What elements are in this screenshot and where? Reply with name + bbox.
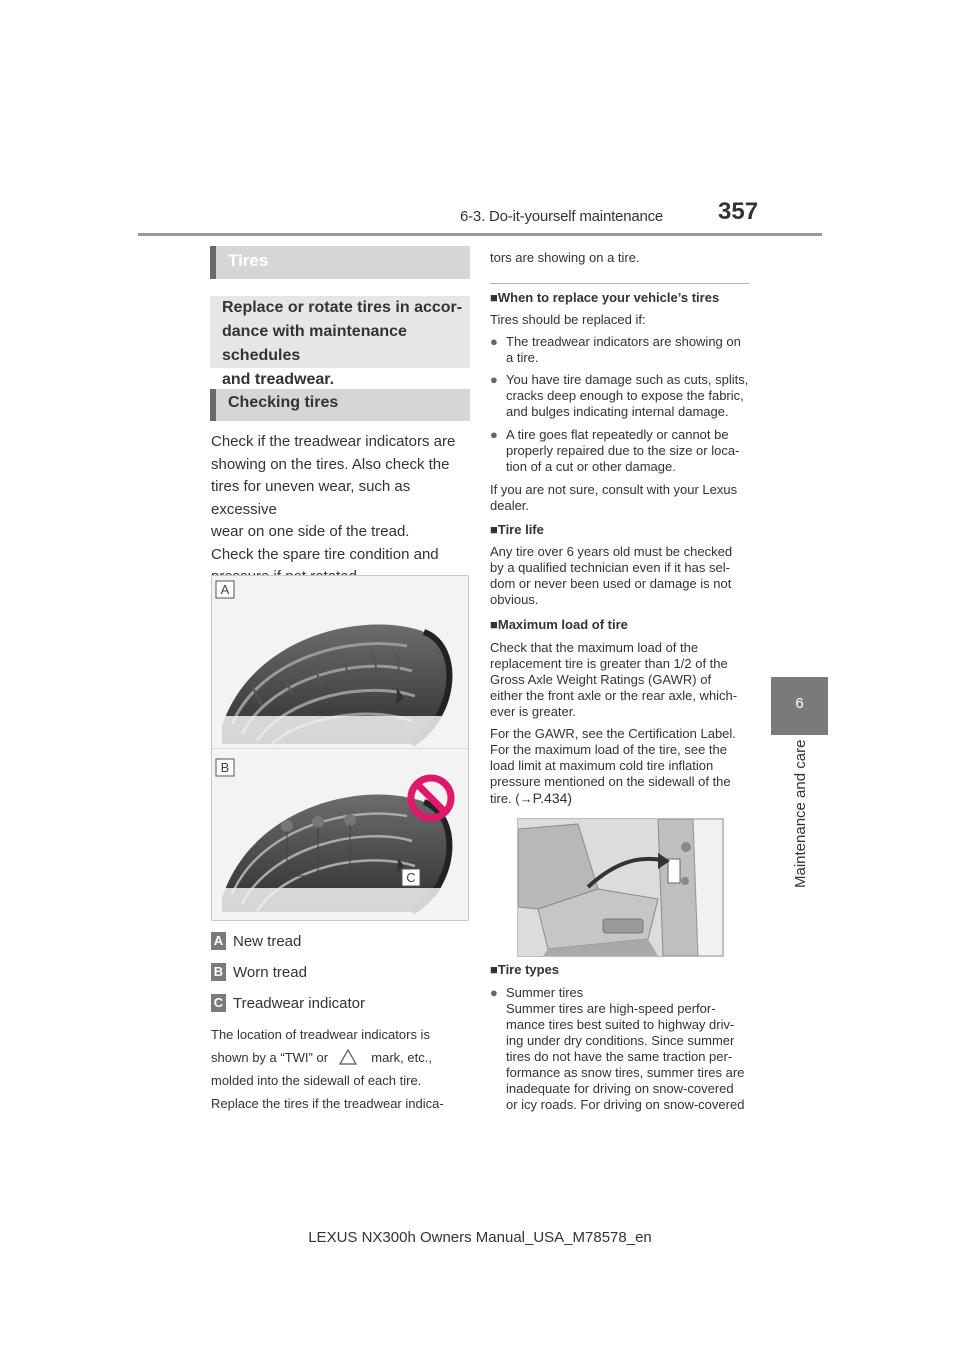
arrow-right-icon: → bbox=[519, 791, 533, 806]
intro-box bbox=[210, 296, 470, 388]
treadwear-location-note bbox=[211, 1023, 471, 1115]
page-number: 357 bbox=[718, 198, 759, 225]
intro-text: Replace or rotate tires in accor- dance with maintenance schedules and treadwear. bbox=[222, 299, 463, 388]
divider bbox=[490, 283, 749, 284]
note-line: molded into the sidewall of each tire. bbox=[211, 1073, 422, 1088]
bullet-item: ● bbox=[490, 427, 498, 442]
label-c: C bbox=[406, 870, 416, 885]
new-tread-tire bbox=[212, 625, 468, 748]
legend-worn-tread: Worn tread bbox=[233, 964, 307, 981]
label-a: A bbox=[220, 582, 230, 597]
chapter-title-vertical bbox=[792, 739, 818, 890]
max-load-body: Check that the maximum load of the replacement tire is greater than 1/2 of the Gross Axle Weight Ratings (GAWR) of either the front axle or the rear axle, which- ever is greater. bbox=[490, 640, 738, 719]
chapter-title: Maintenance and care bbox=[792, 739, 809, 888]
legend-new-tread: New tread bbox=[233, 933, 302, 950]
worn-tread-tire bbox=[212, 795, 468, 920]
replace-intro: Tires should be replaced if: bbox=[490, 312, 646, 327]
legend-letter-b: B bbox=[211, 963, 226, 981]
triangle-mark-icon bbox=[338, 1048, 358, 1066]
max-load-heading: ■Maximum load of tire bbox=[490, 617, 628, 632]
bullet-text: You have tire damage such as cuts, splits, cracks deep enough to expose the fabric, and bulges indicating internal damage. bbox=[506, 372, 749, 419]
gawr-body: For the GAWR, see the Certification Label. For the maximum load of the tire, see the load limit at maximum cold tire inflation pressure mentioned on the sidewall of the tire. (→P.434) bbox=[490, 726, 736, 806]
tire-life-heading: ■Tire life bbox=[490, 522, 544, 537]
treadwear-figure bbox=[211, 575, 469, 921]
bullet-item: ● bbox=[490, 372, 498, 387]
legend-letter-c: C bbox=[211, 994, 226, 1012]
page-reference[interactable]: P.434) bbox=[532, 790, 573, 806]
replace-heading: ■When to replace your vehicle’s tires bbox=[490, 290, 720, 305]
checking-tires-heading-text: Checking tires bbox=[228, 394, 339, 411]
tires-heading bbox=[210, 246, 470, 279]
summer-tires-title: Summer tires bbox=[506, 985, 584, 1000]
legend-letter-a: A bbox=[211, 932, 226, 950]
bullet-item: ● bbox=[490, 985, 498, 1000]
checking-tires-heading bbox=[210, 389, 470, 421]
note-line: The location of treadwear indicators is bbox=[211, 1027, 430, 1042]
bullet-item: ● bbox=[490, 334, 498, 349]
manual-footer: LEXUS NX300h Owners Manual_USA_M78578_en bbox=[308, 1229, 652, 1246]
tire-life-body: Any tire over 6 years old must be checked by a qualified technician even if it has sel- dom or never been used or damage is not obvious. bbox=[490, 544, 733, 607]
replace-note: If you are not sure, consult with your Lexus dealer. bbox=[490, 482, 738, 513]
continuation-text: tors are showing on a tire. bbox=[490, 250, 640, 265]
checking-tires-body: Check if the treadwear indicators are showing on the tires. Also check the tires for uneven wear, such as excessive wear on one side of the tread. Check the spare tire condition and bbox=[211, 433, 456, 563]
label-b: B bbox=[220, 760, 230, 775]
note-line: Replace the tires if the treadwear indica- bbox=[211, 1096, 444, 1111]
tire-types-heading: ■Tire types bbox=[490, 962, 560, 977]
summer-tires-body: Summer tires are high-speed perfor- mance tires best suited to highway driv- ing under dry conditions. Since summer tires do not have the same traction per- formance as snow tires, summer tires are inadequate for driving on snow-covered or icy roads. For driving on snow-covered bbox=[506, 1001, 745, 1112]
note-line: shown by a “TWI” or mark, etc., bbox=[211, 1050, 432, 1065]
door-jamb-illustration bbox=[518, 819, 723, 956]
header-rule bbox=[138, 233, 822, 236]
bullet-text: The treadwear indicators are showing on a tire. bbox=[506, 334, 741, 365]
legend-treadwear-indicator: Treadwear indicator bbox=[233, 995, 366, 1012]
bullet-text: A tire goes flat repeatedly or cannot be properly repaired due to the size or loca- tion of a cut or other damage. bbox=[506, 427, 740, 474]
section-title: 6-3. Do-it-yourself maintenance bbox=[460, 208, 664, 225]
treadwear-illustration bbox=[212, 576, 468, 920]
chapter-number: 6 bbox=[795, 695, 804, 712]
certification-label-figure bbox=[517, 818, 724, 957]
tires-heading-text: Tires bbox=[228, 251, 269, 270]
